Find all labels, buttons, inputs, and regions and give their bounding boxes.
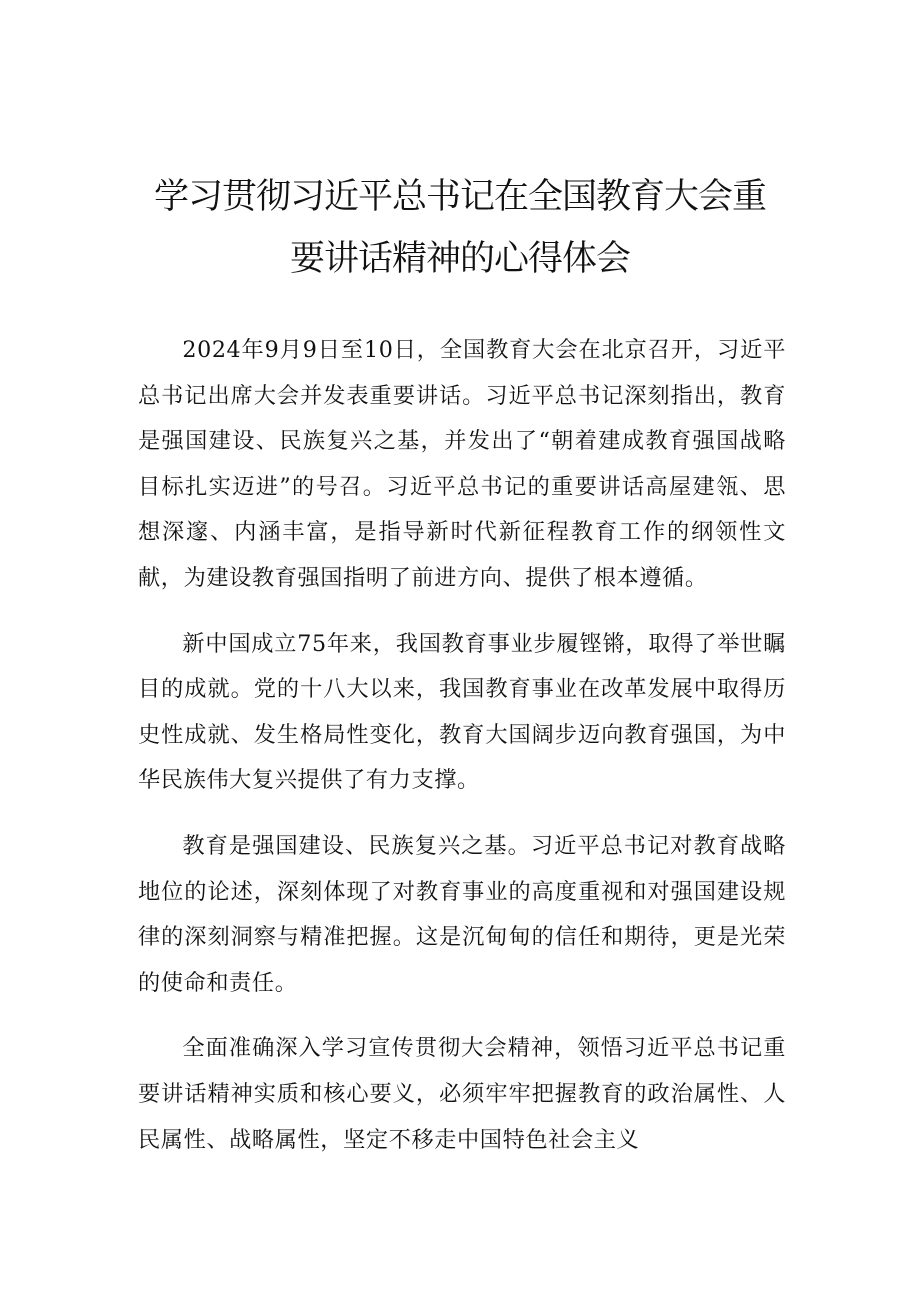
- paragraph-4: 全面准确深入学习宣传贯彻大会精神，领悟习近平总书记重要讲话精神实质和核心要义，必须牢牢把握教育的政治属性、人民属性、战略属性，坚定不移走中国特色社会主义: [138, 1035, 786, 1153]
- title-line-1: 学习贯彻习近平总书记在全国教育大会重: [153, 177, 766, 217]
- paragraph-1: 2024年9月9日至10日，全国教育大会在北京召开，习近平总书记出席大会并发表重要讲话。习近平总书记深刻指出，教育是强国建设、民族复兴之基，并发出了“朝着建成教育强国战略目标扎实迈进”的号召。习近平总书记的重要讲话高屋建瓴、思想深邃、内涵丰富，是指导新时代新征程教育工作的纲领性文献，为建设教育强国指明了前进方向、提供了根本遵循。: [138, 337, 786, 591]
- document-body: [138, 328, 786, 1183]
- title-line-2: 要讲话精神的心得体会: [289, 239, 630, 279]
- paragraph-3: 教育是强国建设、民族复兴之基。习近平总书记对教育战略地位的论述，深刻体现了对教育事业的高度重视和对强国建设规律的深刻洞察与精准把握。这是沉甸甸的信任和期待，更是光荣的使命和责任。: [138, 832, 786, 996]
- paragraph-2: 新中国成立75年来，我国教育事业步履铿锵，取得了举世瞩目的成就。党的十八大以来，我国教育事业在改革发展中取得历史性成就、发生格局性变化，教育大国阔步迈向教育强国，为中华民族伟大复兴提供了有力支撑。: [138, 630, 786, 794]
- document-title: [140, 166, 780, 290]
